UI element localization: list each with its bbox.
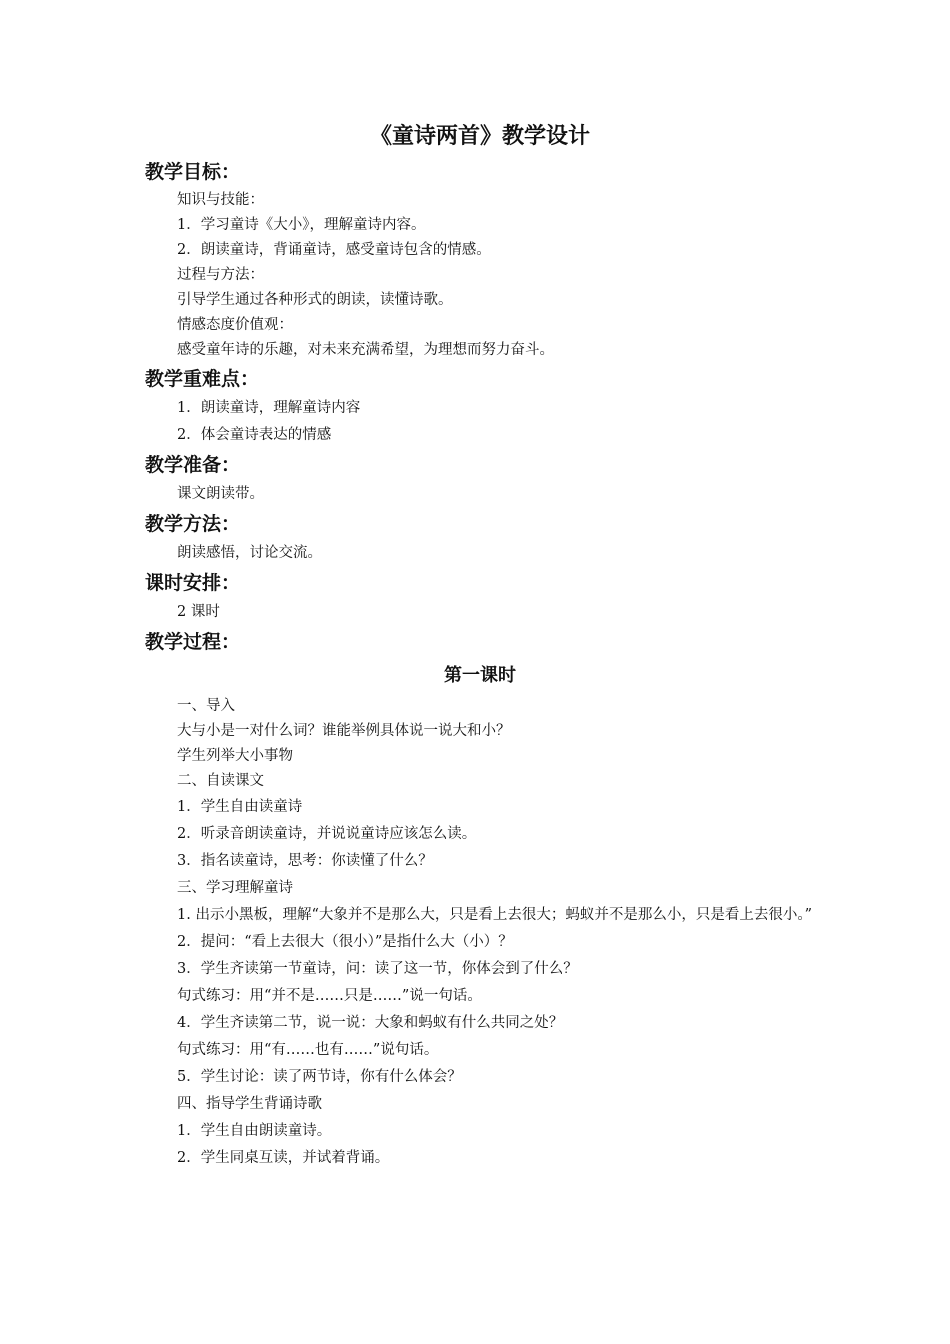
objectives-line: 引导学生通过各种形式的朗读，读懂诗歌。 [177, 292, 453, 308]
preparation-line: 课文朗读带。 [177, 486, 264, 502]
process-paragraph: 1. 出示小黑板，理解“大象并不是那么大，只是看上去很大；蚂蚁并不是那么小，只是看上去很小。” [177, 907, 813, 923]
schedule-line: 2 课时 [177, 604, 220, 620]
section-heading-process: 教学过程： [145, 631, 241, 653]
process-line: 2．听录音朗读童诗，并说说童诗应该怎么读。 [177, 826, 477, 842]
objectives-line: 过程与方法： [177, 267, 264, 283]
process-line: 2．学生同桌互读，并试着背诵。 [177, 1150, 390, 1166]
section-heading-preparation: 教学准备： [145, 454, 241, 476]
process-line: 1．学生自由朗读童诗。 [177, 1123, 332, 1139]
objectives-line: 2．朗读童诗，背诵童诗，感受童诗包含的情感。 [177, 242, 491, 258]
objectives-line: 知识与技能： [177, 192, 264, 208]
process-line: 句式练习：用“有……也有……”说句话。 [177, 1042, 439, 1058]
process-line: 2．提问：“看上去很大（很小）”是指什么大（小）？ [177, 934, 513, 950]
lesson-title: 第一课时 [444, 665, 516, 686]
process-line: 三、学习理解童诗 [177, 880, 293, 896]
process-line: 二、自读课文 [177, 773, 264, 789]
objectives-line: 1．学习童诗《大小》，理解童诗内容。 [177, 217, 426, 233]
section-heading-method: 教学方法： [145, 513, 241, 535]
process-line: 5．学生讨论：读了两节诗，你有什么体会？ [177, 1069, 462, 1085]
section-heading-objectives: 教学目标： [145, 161, 241, 183]
section-heading-key-points: 教学重难点： [145, 368, 260, 390]
process-line: 3．指名读童诗，思考：你读懂了什么？ [177, 853, 433, 869]
process-line: 大与小是一对什么词？谁能举例具体说一说大和小？ [177, 723, 511, 739]
process-line: 句式练习：用“并不是……只是……”说一句话。 [177, 988, 482, 1004]
process-line: 学生列举大小事物 [177, 748, 293, 764]
process-line: 4．学生齐读第二节，说一说：大象和蚂蚁有什么共同之处？ [177, 1015, 564, 1031]
process-line: 1．学生自由读童诗 [177, 799, 303, 815]
section-heading-schedule: 课时安排： [145, 572, 241, 594]
process-line: 四、指导学生背诵诗歌 [177, 1096, 322, 1112]
process-line: 3．学生齐读第一节童诗，问：读了这一节，你体会到了什么？ [177, 961, 578, 977]
objectives-line: 感受童年诗的乐趣，对未来充满希望，为理想而努力奋斗。 [177, 342, 554, 358]
process-line: 一、导入 [177, 698, 235, 714]
key-points-line: 2．体会童诗表达的情感 [177, 427, 332, 443]
document-title: 《童诗两首》教学设计 [369, 124, 590, 149]
document-body [145, 118, 815, 1172]
key-points-line: 1．朗读童诗，理解童诗内容 [177, 400, 361, 416]
objectives-line: 情感态度价值观： [177, 317, 293, 333]
method-line: 朗读感悟，讨论交流。 [177, 545, 322, 561]
